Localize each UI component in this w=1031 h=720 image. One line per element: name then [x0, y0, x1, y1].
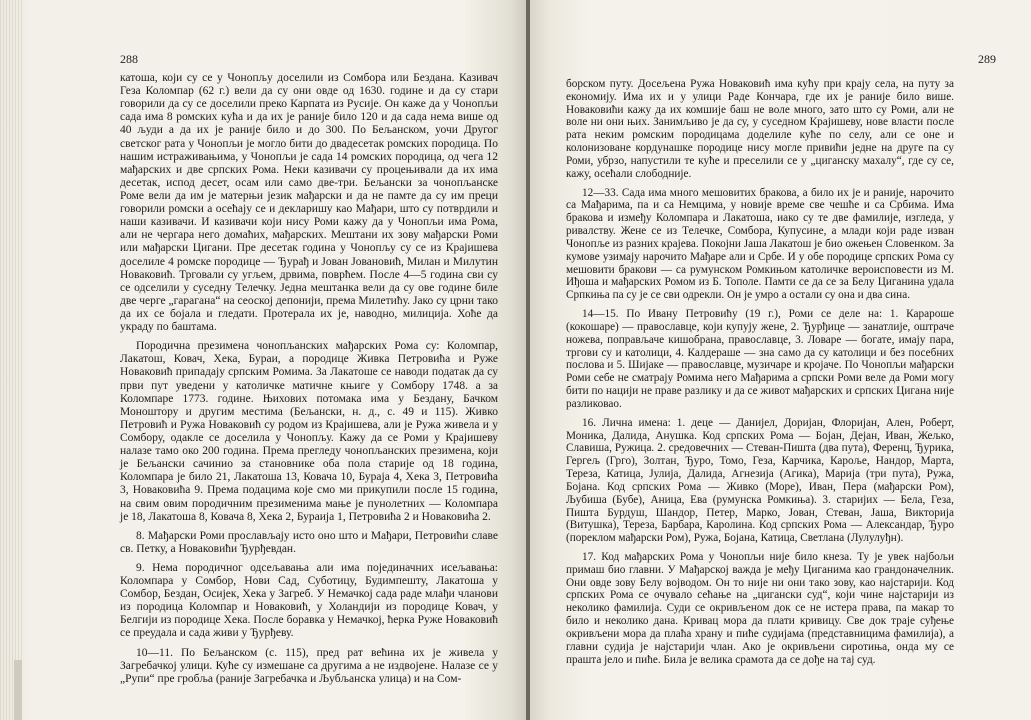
paragraph: 9. Нема породичног одсељавања али има појединачних исељавања: Коломпара у Сомбор, Нови Сад, Суботицу, Будимпешту, Лакатоша у Сомбор, Бездан, Осијек, Хека у Загреб. У Немачкој сада раде млађи чланови из породица Коломпар и Новаковић, у Холандији из породице Ковач, у Белгији из породице Хека. После боравка у Немачкој, ћерка Руже Новаковић се преудала и сада живи у Ђурђеву.: [120, 561, 498, 640]
paragraph: 14—15. По Ивану Петровићу (19 г.), Роми се деле на: 1. Карароше (кокошаре) — православце, који купују жене, 2. Ђурђице — занатлије, оштраче ножева, поправљаче кишобрана, православце, 3. Ловаре — богате, имају пара, тргови су и католици, 4. Калдераше — зна само да су католици и без посебних послова и 5. Шијаке — православце, музичаре и кројаче. По Чонопљи мађарски Роми себе не сматрају Ромима него Мађарима а српски Роми веле да Роми могу бити по нацији не праве разлику и да се живот мађарских и српских Цигана није разликовао.: [566, 308, 954, 410]
page-edge-shadow: [14, 660, 22, 720]
paragraph: 12—33. Сада има много мешовитих бракова, а било их је и раније, нарочито са Мађарима, па и са Немцима, у новије време све чешће и са Србима. Има бракова и између Коломпара и Лакатоша, иако су те две фамилије, изгледа, у ривалству. Жене се из Телечке, Сомбора, Купусине, а млади који раде изван Чонопље из разних крајева. Покојни Јаша Лакатош је био ожењен Словенком. За кумове узимају нарочито Мађаре али и Србе. И у обе породице српских Рома су мешовити бракови — са румунском Ромкињом католичке вероисповести из М. Иђоша и мађарских Ромом из Б. Тополе. Памти се да се за Белу Циганина удала Српкиња па су је се сви одрекли. Он је умро а остали су она и два сина.: [566, 186, 954, 302]
paragraph: Породична презимена чонопљанских мађарских Рома су: Коломпар, Лакатош, Ковач, Хека, Бураи, а породице Живка Петровића и Руже Новаковић припадају српским Ромима. За Лакатоше се наводи податак да су први пут уведени у католичке матичне књиге у Сомбору 1748. а за Коломпаре 1773. године. Њихових потомака има у Бездану, Бачком Моноштору и другим местима (Бељански, н. д., с. 49 и 115). Живко Петровић и Ружа Новаковић су родом из Крајишева, али је Ружа живела и у Сомбору, одакле се доселила у Чонопљу. Кажу да се Роми у Крајишеву налазе тамо око 200 година. Према прегледу чонопљанских презимена, који је Бељански сачинио за становнике оба пола старије од 18 година, Коломпара је било 21, Лакатоша 13, Ковача 10, Бураја 4, Хека 3, Петровића 3, Новаковића 9. Према подацима које смо ми прикупили после 15 година, на свим овим породичним презименима мање је пунолетних — Коломпара је 18, Лакатоша 8, Ковача 8, Хека 2, Бураија 1, Петровића 2 и Новаковића 2.: [120, 340, 498, 523]
paragraph: катоша, који су се у Чонопљу доселили из Сомбора или Бездана. Казивач Геза Коломпар (62 г.) вели да су они овде од 1630. године и да су стари говорили да су се доселили преко Карпата из Русије. Он каже да у Чонопљи сада има 8 ромских кућа и да их је раније било 120 и да сада нема више од 40 људи а да их је раније било и до 300. По Бељанском, уочи Другог светског рата у Чонопљи је могло бити до двадесетак ромских породица. По нашим истраживањима, у Чонопљи је сада 14 ромских породица, од чега 12 мађарских и две српских Рома. Неки казивачи су процењивали да их има десетак, испод десет, осам или само две-три. Бељански за чонопљанске Роме вели да им је матерњи језик мађарски и да не памте да су им преци говорили ромски а осећају се и декларишу као Мађари, што су потврдили и наши казивачи. И казивачи који нису Роми кажу да у Чонопљи има Рома, али не чергара него домаћих, мађарских. Мештани их зову мађарски Роми или мађарски Цигани. Пре десетак година у Чонопљу су се из Крајишева доселиле 4 ромске породице — Ђурађ и Јован Јовановић, Милан и Милутин Новаковић. Трговали су угљем, дрвима, поврћем. После 4—5 година сви су се одселили у суседну Телечку. Једна мештанка вели да су ове године биле две черге „гарагана“ на сеоској депонији, према Милетићу. Јако су црни тако да их се бојала и гледати. Протерала их је, наводно, милиција. Хоће да украду по баштама.: [120, 72, 498, 334]
left-page-text: [120, 72, 498, 686]
page-number-left: 288: [120, 52, 138, 66]
paragraph: 17. Код мађарских Рома у Чонопљи није било кнеза. Ту је увек најбољи примаш био главни. У Мађарској важда је међу Циганима као грандоначелник. Они овде зову Белу војводом. Он то није ни они тако зову, као најстарији. Код српских Рома се очувало сећање на „цигански суд“, који чине најстарији из неколико фамилија. Суди се окривљеном док се не истера права, па макар то било и неколико дана. Кривац мора да плати кривицу. Све док траје суђење окривљени мора да плаћа храну и пиће судијама (представницима фамилија), а главни судија је најстарији члан. Ако је окривљени сиротиња, онда му се прашта јело и пиће. Била је велика срамота да се дође на тај суд.: [566, 550, 954, 666]
paragraph: борском путу. Досељена Ружа Новаковић има кућу при крају села, на путу за економију. Има их и у улици Раде Кончара, где их је раније било више. Новаковићи кажу да их комшије баш не воле много, зато што су Роми, али не воле ни они њих. Занимљиво је да су, у суседном Крајишеву, нове власти после рата неким ромским породицама доделиле куће по селу, али се оне и колонизоване кордунашке породице нису могле привићи једне на друге па су Роми, убрзо, напустили те куће и преселили се у „циганску махалу“, где су се, кажу, осећали слободније.: [566, 78, 954, 180]
right-page-text: [566, 78, 954, 666]
paragraph: 8. Мађарски Роми прослављају исто оно што и Мађари, Петровићи славе св. Петку, а Новаковићи Ђурђевдан.: [120, 529, 498, 555]
paragraph: 10—11. По Бељанском (с. 115), пред рат већина их је живела у Загребачкој улици. Куће су измешане са другима а не издвојене. Налазе се у „Рупи“ пре гробља (раније Загребачка и Љубљанска улица) и на Сом-: [120, 646, 498, 685]
paragraph: 16. Лична имена: 1. деце — Данијел, Доријан, Флоријан, Ален, Роберт, Моника, Далида, Анушка. Код српских Рома — Бојан, Дејан, Иван, Жељко, Славиша, Ружица. 2. средовечних — Стеван-Пишта (два пута), Ференц, Ђурика, Гергељ (Грго), Золтан, Ђуро, Томо, Геза, Карчика, Кароље, Нандор, Марта, Тереза, Катица, Јулија, Далида, Агнезија (Агика), Марија (три пута), Ружа, Бојана. Код српских Рома — Живко (Море), Иван, Пера (мађарски Ром), Љубиша (Бубе), Аница, Ева (румунска Ромкиња). 3. старијих — Бела, Геза, Пишта Бурдуш, Шандор, Петер, Марко, Јован, Стеван, Јаша, Викторија (Витушка), Тереза, Барбара, Каролина. Код српских Рома — Александар, Ђуро (пореклом мађарски Ром), Ружа, Бојана, Катица, Светлана (Лулулуђн).: [566, 416, 954, 545]
page-number-right: 289: [978, 52, 996, 66]
page-edges: [0, 0, 22, 720]
